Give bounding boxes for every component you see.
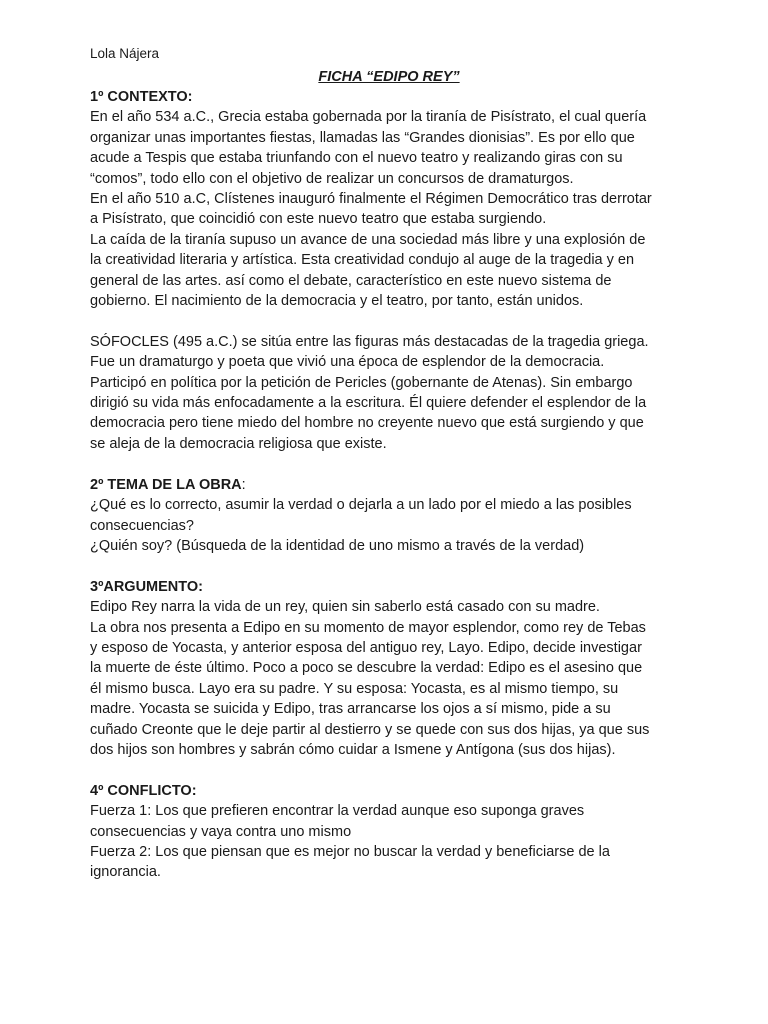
text-line: consecuencias y vaya contra uno mismo [90,823,352,840]
text-line: la creatividad literaria y artística. Esta creatividad condujo al auge de la tragedia y en [90,252,635,269]
text-line: él mismo busca. Layo era su padre. Y su esposa: Yocasta, es al mismo tiempo, su [90,680,619,697]
paragraph-argumento-2 [90,618,680,761]
paragraph-spacer [90,454,680,474]
text-line: a Pisístrato, que coincidió con este nuevo teatro que estaba surgiendo. [90,211,547,228]
section-heading-tema-text: 2º TEMA DE LA OBRA [90,476,242,493]
text-line: se aleja de la democracia religiosa que existe. [90,435,387,452]
text-line: general de las artes. así como el debate, característico en este nuevo sistema de [90,272,612,289]
section-heading-conflicto: 4º CONFLICTO: [90,782,197,799]
text-line: cuñado Creonte que le deje partir al destierro y se quede con sus dos hijas, ya que sus [90,721,650,738]
paragraph-spacer [90,311,680,331]
text-line: ¿Qué es lo correcto, asumir la verdad o dejarla a un lado por el miedo a las posibles [90,497,632,514]
text-line: la muerte de éste último. Poco a poco se descubre la verdad: Edipo es el asesino que [90,660,643,677]
text-line: organizar unas importantes fiestas, llamadas las “Grandes dionisias”. Es por ello que [90,129,635,146]
text-line: Participó en política por la petición de Pericles (gobernante de Atenas). Sin embargo [90,374,633,391]
paragraph-conflicto-1 [90,801,680,842]
text-line: ¿Quién soy? (Búsqueda de la identidad de uno mismo a través de la verdad) [90,537,585,554]
author-name: Lola Nájera [90,46,160,61]
text-line: En el año 510 a.C, Clístenes inauguró finalmente el Régimen Democrático tras derrotar [90,191,652,208]
paragraph-sofocles [90,332,680,454]
paragraph-spacer [90,556,680,576]
text-line: La obra nos presenta a Edipo en su momento de mayor esplendor, como rey de Tebas [90,619,646,636]
text-line: La caída de la tiranía supuso un avance de una sociedad más libre y una explosión de [90,231,646,248]
text-line: Fue un dramaturgo y poeta que vivió una época de esplendor de la democracia. [90,354,605,371]
paragraph-conflicto-2 [90,842,680,883]
document-page [90,44,680,883]
section-heading-tema [90,475,680,495]
text-line: y esposo de Yocasta, y anterior esposa del antiguo rey, Layo. Edipo, decide investigar [90,639,642,656]
text-line: madre. Yocasta se suicida y Edipo, tras arrancarse los ojos a sí mismo, pide a su [90,701,611,718]
paragraph-tema-1 [90,495,680,536]
document-title: FICHA “EDIPO REY” [318,69,460,85]
text-line: dirigió su vida más enfocadamente a la escritura. Él quiere defender el esplendor de la [90,395,647,412]
paragraph-tema-2 [90,536,680,556]
section-heading-contexto: 1º CONTEXTO: [90,89,193,105]
section-heading-argumento: 3ºARGUMENTO: [90,578,203,595]
text-line: gobierno. El nacimiento de la democracia y el teatro, por tanto, están unidos. [90,293,584,310]
text-line: SÓFOCLES (495 a.C.) se sitúa entre las figuras más destacadas de la tragedia griega. [90,333,649,350]
text-line: dos hijos son hombres y sabrán cómo cuidar a Ismene y Antígona (sus dos hijas). [90,741,616,758]
paragraph-argumento-1 [90,597,680,617]
text-line: “comos”, todo ello con el objetivo de realizar un concursos de dramaturgos. [90,170,574,187]
text-line: democracia pero tiene miedo del hombre no creyente nuevo que está surgiendo y que [90,415,644,432]
paragraph-contexto-1 [90,107,680,189]
paragraph-contexto-3 [90,230,680,312]
text-line: En el año 534 a.C., Grecia estaba gobernada por la tiranía de Pisístrato, el cual quería [90,109,647,126]
section-heading-tema-colon: : [241,476,246,493]
paragraph-spacer [90,760,680,780]
paragraph-contexto-2 [90,189,680,230]
text-line: ignorancia. [90,864,161,881]
text-line: acude a Tespis que estaba triunfando con el nuevo teatro y realizando giras con su [90,150,623,167]
text-line: Fuerza 2: Los que piensan que es mejor no buscar la verdad y beneficiarse de la [90,843,610,860]
text-line: Edipo Rey narra la vida de un rey, quien sin saberlo está casado con su madre. [90,599,600,616]
text-line: consecuencias? [90,517,194,534]
text-line: Fuerza 1: Los que prefieren encontrar la verdad aunque eso suponga graves [90,803,585,820]
